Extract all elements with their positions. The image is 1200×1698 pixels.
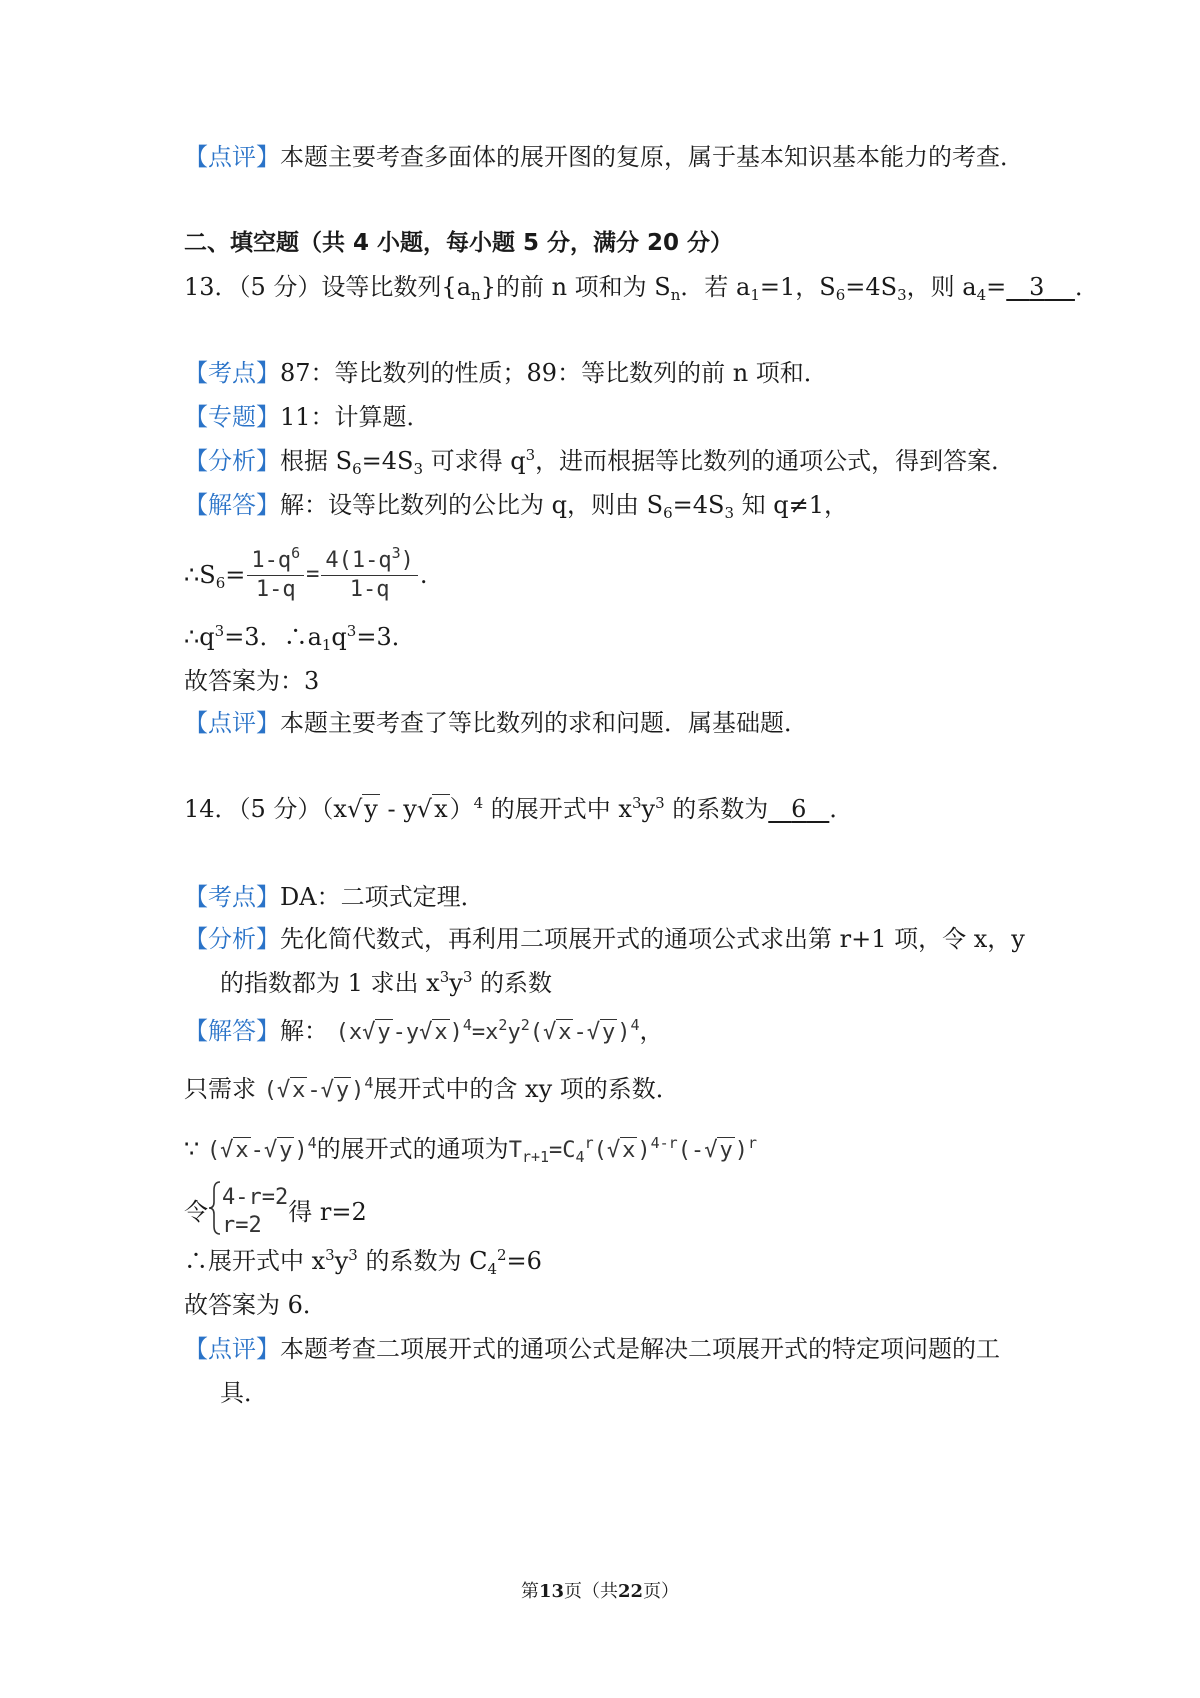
zhixu-text: 只需求 [184, 1075, 256, 1103]
kaodian-tag: 【考点】 [184, 359, 280, 387]
q13-formula-line [184, 540, 428, 610]
q13-jieda [184, 488, 848, 522]
kaodian-text: DA：二项式定理． [280, 883, 485, 911]
q14-answer-blank [768, 792, 829, 826]
zhuanti-tag: 【专题】 [184, 403, 280, 431]
footer-prefix: 第 [520, 1581, 539, 1602]
page-footer [0, 1577, 1200, 1603]
jieda-text: 解： $(x√y-y√x)^4=x^2y^2(√x-√y)^4$， [280, 1016, 664, 1045]
q14-coef [184, 1244, 542, 1278]
footer-suffix: 页） [643, 1581, 680, 1602]
zhixu-tail: 展开式中的含 xy 项的系数． [373, 1075, 680, 1103]
general-term-text: ∵ $(√x-√y)^4$的展开式的通项为$T_{r+1}=C_4^r(√x)^{4-r}(-√y)^r$ [184, 1134, 757, 1166]
period: . [419, 561, 428, 589]
q14-guda: 故答案为 6． [184, 1291, 327, 1319]
q13-answer-blank [1006, 270, 1075, 304]
section-heading: 二、填空题（共 4 小题，每小题 5 分，满分 20 分） [184, 230, 734, 256]
q13-answer: 3 [1029, 273, 1045, 301]
footer-mid: 页（共 [564, 1581, 618, 1602]
q14-kaodian [184, 880, 485, 914]
fraction-1: $\frac{1-q^6}{1-q}$ [247, 547, 304, 604]
fenxi-text: 根据 $S_6=4S_3$ 可求得 $q^3$，进而根据等比数列的通项公式，得到答案． [280, 446, 1016, 478]
q13-result-line [184, 620, 416, 654]
footer-total: 22 [618, 1581, 644, 1602]
q13-kaodian [184, 356, 828, 390]
q13-fenxi [184, 444, 1015, 478]
q14-general-term [184, 1132, 757, 1168]
jieda-tag: 【解答】 [184, 491, 280, 519]
zhuanti-text: 11：计算题． [280, 403, 431, 431]
system-equations: 4-r=2 r=2 [222, 1185, 289, 1238]
q13-zhuanti [184, 400, 431, 434]
review-line-previous [184, 140, 1024, 174]
fenxi-text-2: 的指数都为 1 求出 $x^3y^3$ 的系数 [220, 968, 552, 997]
q13-guda: 故答案为：3 [184, 667, 320, 695]
q14-zhixu [184, 1072, 680, 1108]
footer-page-number: 13 [538, 1581, 564, 1602]
ling-text: 令 [184, 1198, 208, 1226]
fraction-2: $\frac{4(1-q^3)}{1-q}$ [321, 547, 418, 604]
jieda-text: 解：设等比数列的公比为 q，则由 $S_6=4S_3$ 知 q≠1， [280, 491, 848, 522]
q13-dianping [184, 706, 808, 740]
coef-text: ∴展开式中 $x^3y^3$ 的系数为 $C_4^2=6$ [184, 1246, 542, 1278]
q14-system [184, 1180, 367, 1244]
fenxi-tag: 【分析】 [184, 925, 280, 953]
kaodian-text: 87：等比数列的性质；89：等比数列的前 n 项和． [280, 359, 828, 387]
q13-therefore-s6: $\therefore S_6=$ [184, 561, 246, 592]
q14-text: 14．（5 分）（x√y - y√x）$^4$ 的展开式中 $x^3y^3$ 的系数为 [184, 794, 769, 823]
q13-text-a: 13．（5 分）设等比数列$\{a_n\}$的前 n 项和为 $S_n$．若 $a_1=1$，$S_6=4S_3$，则 $a_4=$ [184, 273, 1007, 304]
jieda-tag: 【解答】 [184, 1017, 280, 1045]
review-tag: 【点评】 [184, 143, 280, 171]
kaodian-tag: 【考点】 [184, 883, 280, 911]
q13-result: $\therefore q^3=3$．$\therefore a_1q^3=3$． [184, 622, 416, 654]
dianping-tag: 【点评】 [184, 709, 280, 737]
zhixu-expr: $(√x-√y)^4$ [263, 1074, 374, 1103]
question-14: 14．（5 分）（x√y - y√x）$^4$ 的展开式中 $x^3y^3$ 的系数为 6 ． [184, 792, 853, 826]
dianping-text: 本题主要考查了等比数列的求和问题．属基础题． [280, 709, 808, 737]
question-13: 13．（5 分）设等比数列$\{a_n\}$的前 n 项和为 $S_n$．若 $a_1=1$，$S_6=4S_3$，则 $a_4=$ 3 ． [184, 270, 1099, 304]
review-text: 本题主要考查多面体的展开图的复原，属于基本知识基本能力的考查． [280, 143, 1024, 171]
de-r2: 得 r=2 [288, 1198, 367, 1226]
q14-jieda [184, 1014, 664, 1050]
fenxi-tag: 【分析】 [184, 447, 280, 475]
brace-icon [208, 1180, 222, 1245]
dianping-tag: 【点评】 [184, 1335, 280, 1363]
q14-fenxi-cont [220, 966, 552, 1000]
fenxi-text-1: 先化简代数式，再利用二项展开式的通项公式求出第 r+1 项，令 x，y [280, 925, 1025, 953]
q14-dianping [184, 1332, 1000, 1366]
q14-answer: 6 [791, 795, 807, 823]
q14-fenxi [184, 922, 1025, 956]
q14-dianping-cont: 具． [220, 1379, 268, 1407]
dianping-text-1: 本题考查二项展开式的通项公式是解决二项展开式的特定项问题的工 [280, 1335, 1000, 1363]
equals-sign: = [306, 562, 320, 587]
